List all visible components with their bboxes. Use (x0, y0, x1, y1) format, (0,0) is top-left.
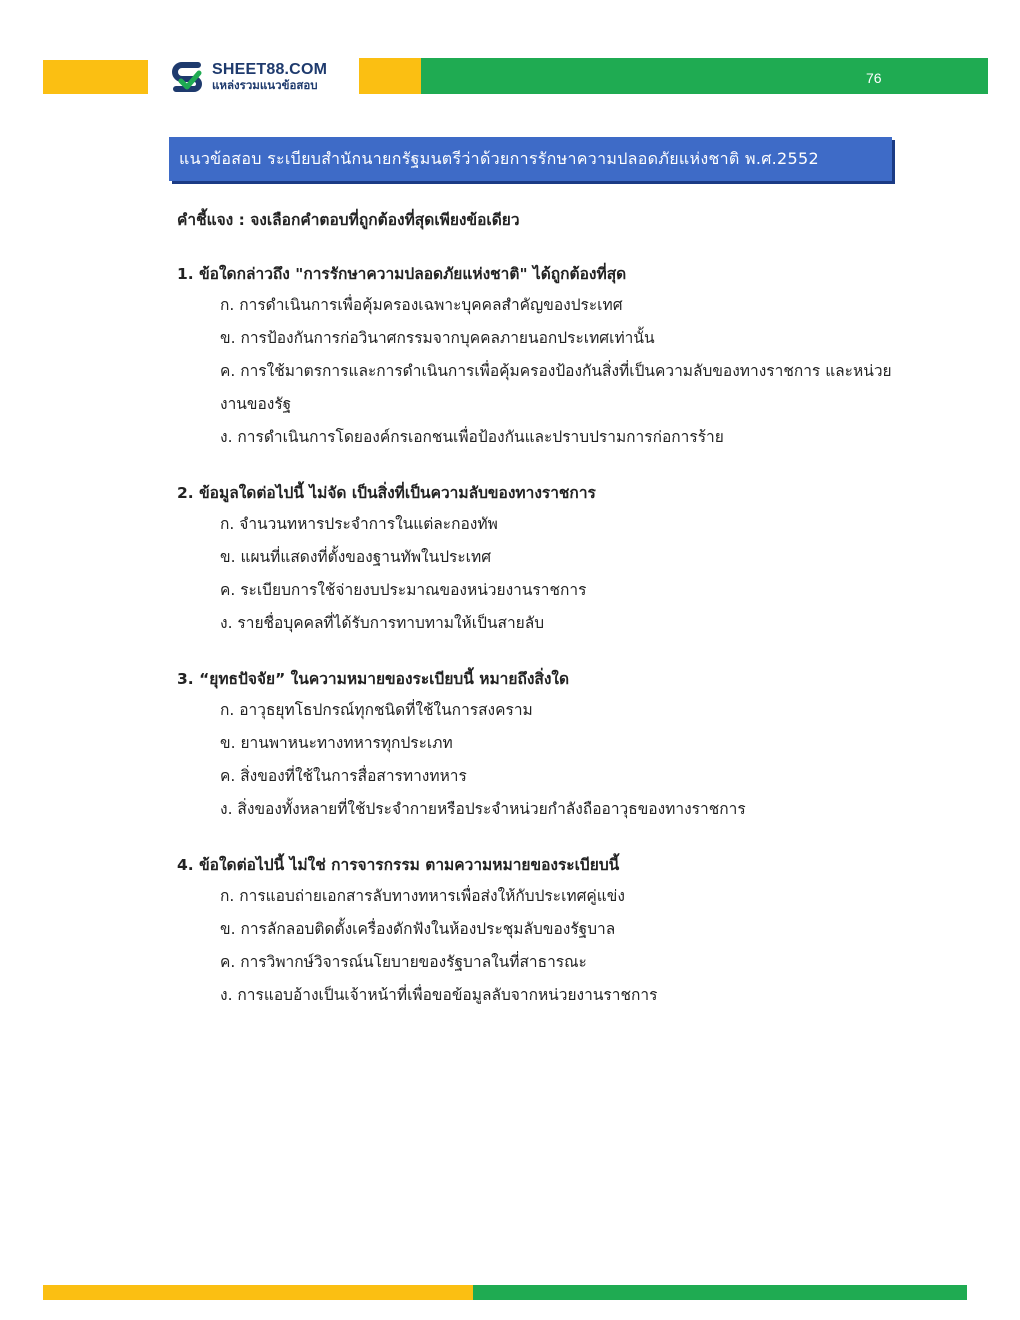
option-d: ง. การแอบอ้างเป็นเจ้าหน้าที่เพื่อขอข้อมูลลับจากหน่วยงานราชการ (220, 986, 658, 1004)
exam-title-banner: แนวข้อสอบ ระเบียบสำนักนายกรัฐมนตรีว่าด้วยการรักษาความปลอดภัยแห่งชาติ พ.ศ.2552 (169, 137, 892, 181)
question-title: 3. “ยุทธปัจจัย” ในความหมายของระเบียบนี้ หมายถึงสิ่งใด (177, 670, 570, 688)
header-accent-yellow-mid (359, 58, 421, 94)
question-title: 2. ข้อมูลใดต่อไปนี้ ไม่จัด เป็นสิ่งที่เป็นความลับของทางราชการ (177, 484, 596, 502)
header-accent-yellow-left (43, 60, 148, 94)
logo-title: SHEET88.COM (212, 61, 328, 79)
question-title: 1. ข้อใดกล่าวถึง "การรักษาความปลอดภัยแห่งชาติ" ได้ถูกต้องที่สุด (177, 265, 627, 283)
option-b: ข. การลักลอบติดตั้งเครื่องดักฟังในห้องประชุมลับของรัฐบาล (220, 920, 616, 938)
page-number: 76 (866, 70, 882, 86)
instruction: คำชี้แจง : จงเลือกคำตอบที่ถูกต้องที่สุดเพียงข้อเดียว (177, 211, 520, 229)
question-title: 4. ข้อใดต่อไปนี้ ไม่ใช่ การจารกรรม ตามความหมายของระเบียบนี้ (177, 856, 620, 874)
option-d: ง. รายชื่อบุคคลที่ได้รับการทาบทามให้เป็นสายลับ (220, 614, 545, 632)
footer-accent-yellow (43, 1285, 473, 1300)
question-1 (177, 259, 937, 454)
option-c: ค. สิ่งของที่ใช้ในการสื่อสารทางทหาร (220, 767, 467, 785)
footer-accent-green (473, 1285, 967, 1300)
question-3 (177, 664, 937, 826)
option-b: ข. การป้องกันการก่อวินาศกรรมจากบุคคลภายนอกประเทศเท่านั้น (220, 329, 655, 347)
option-c: ค. การใช้มาตรการและการดำเนินการเพื่อคุ้มครองป้องกันสิ่งที่เป็นความลับของทางราชการ และหน่วยงานของรัฐ (220, 362, 892, 413)
option-d: ง. การดำเนินการโดยองค์กรเอกชนเพื่อป้องกันและปราบปรามการก่อการร้าย (220, 428, 724, 446)
site-logo (148, 56, 358, 98)
question-4 (177, 850, 937, 1012)
question-2 (177, 478, 937, 640)
option-a: ก. จำนวนทหารประจำการในแต่ละกองทัพ (220, 515, 498, 533)
option-a: ก. การแอบถ่ายเอกสารลับทางทหารเพื่อส่งให้กับประเทศคู่แข่ง (220, 887, 625, 905)
option-c: ค. ระเบียบการใช้จ่ายงบประมาณของหน่วยงานราชการ (220, 581, 587, 599)
option-d: ง. สิ่งของทั้งหลายที่ใช้ประจำกายหรือประจำหน่วยกำลังถืออาวุธของทางราชการ (220, 800, 746, 818)
option-c: ค. การวิพากษ์วิจารณ์นโยบายของรัฐบาลในที่สาธารณะ (220, 953, 587, 971)
option-b: ข. ยานพาหนะทางทหารทุกประเภท (220, 734, 453, 752)
logo-subtitle: แหล่งรวมแนวข้อสอบ (212, 78, 318, 93)
logo-s-icon (170, 59, 206, 95)
header-accent-green (421, 58, 988, 94)
option-a: ก. การดำเนินการเพื่อคุ้มครองเฉพาะบุคคลสำคัญของประเทศ (220, 296, 623, 314)
option-b: ข. แผนที่แสดงที่ตั้งของฐานทัพในประเทศ (220, 548, 492, 566)
exam-content (177, 205, 937, 1012)
option-a: ก. อาวุธยุทโธปกรณ์ทุกชนิดที่ใช้ในการสงคราม (220, 701, 533, 719)
